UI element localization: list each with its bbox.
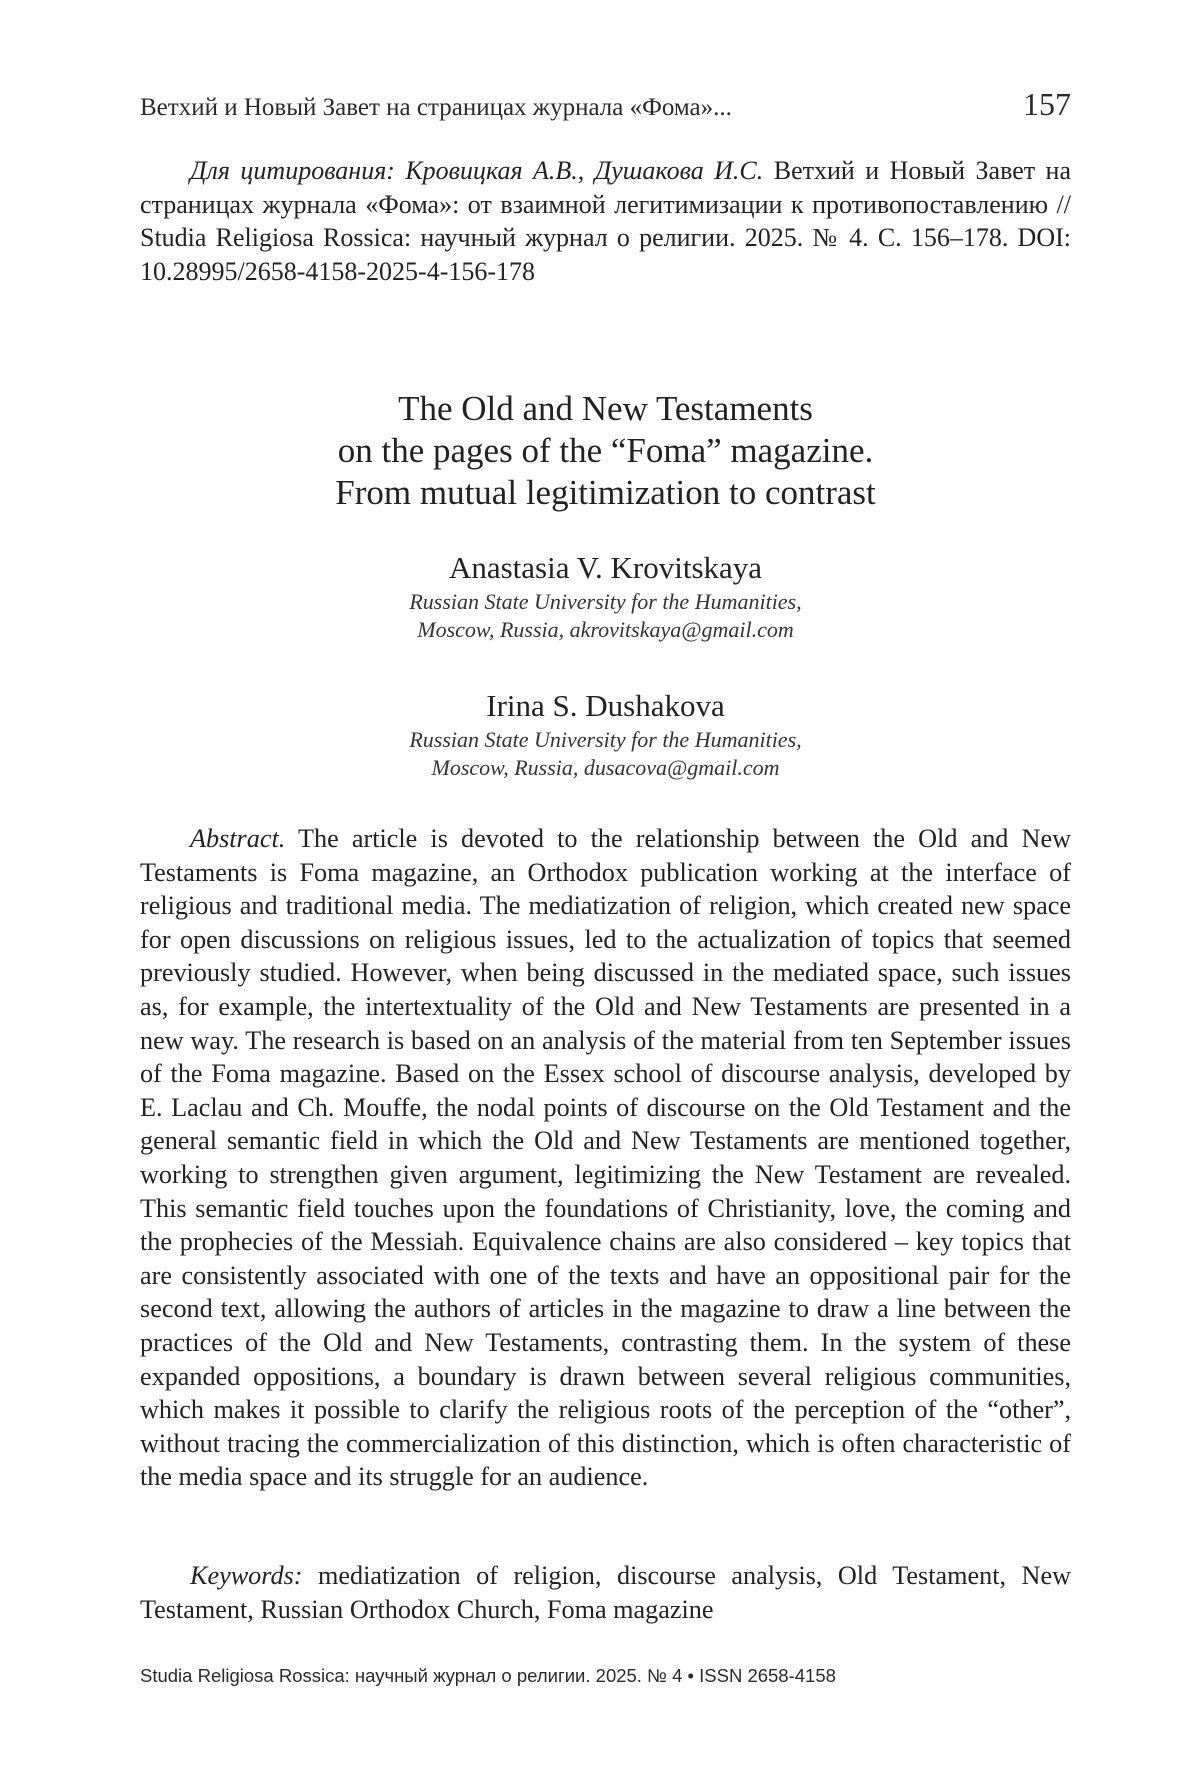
keywords — [140, 1559, 1071, 1626]
page-number: 157 — [1023, 86, 1071, 122]
keywords-label: Keywords: — [190, 1561, 303, 1590]
title-line-1: The Old and New Testaments — [398, 389, 813, 428]
author-affiliation-line-1: Russian State University for the Humanities, — [409, 589, 802, 614]
author-name: Irina S. Dushakova — [486, 688, 725, 723]
citation-label: Для цитирования: Кровицкая А.В., Душакова И.С. — [190, 156, 764, 185]
author-name: Anastasia V. Krovitskaya — [448, 550, 763, 585]
page-footer: Studia Religiosa Rossica: научный журнал о религии. 2025. № 4 • ISSN 2658-4158 — [140, 1665, 836, 1686]
title-line-3: From mutual legitimization to contrast — [335, 473, 876, 512]
keywords-text: mediatization of religion, discourse analysis, Old Testament, New Testament, Russian Orthodox Church, Foma magazine — [140, 1561, 1071, 1624]
article-title — [140, 388, 1071, 514]
abstract — [140, 822, 1071, 1494]
author-affiliation-line-1: Russian State University for the Humanities, — [409, 727, 802, 752]
author-affiliation-line-2: Moscow, Russia, dusacova@gmail.com — [431, 755, 780, 780]
citation-block — [140, 154, 1071, 288]
author-block — [140, 686, 1071, 782]
abstract-text: The article is devoted to the relationship between the Old and New Testaments is Foma magazine, an Orthodox publication working at the interface of religious and traditional media. The mediatization of religion, which created new space for open discussions on religious issues, led to the actualization of topics that seemed previously studied. However, when being discussed in the mediated space, such issues as, for example, the intertextuality of the Old and New Testaments are presented in a new way. The research is based on an analysis of the material from ten September issues of the Foma magazine. Based on the Essex school of discourse analysis, developed by E. Laclau and Ch. Mouffe, the nodal points of discourse on the Old Testament and the general semantic field in which the Old and New Testaments are mentioned together, working to strengthen given argument, legitimizing the New Testament are revealed. This semantic field touches upon the foundations of Christianity, love, the coming and the prophecies of the Messiah. Equivalence chains are also considered – key topics that are consistently associated with one of the texts and have an oppositional pair for the second text, allowing the authors of articles in the magazine to draw a line between the practices of the Old and New Testaments, contrasting them. In the system of these expanded oppositions, a boundary is drawn between several religious communities, which makes it possible to clarify the religious roots of the perception of the “other”, without tracing the commercialization of this distinction, which is often characteristic of the media space and its struggle for an audience. — [140, 824, 1071, 1492]
running-head — [140, 86, 1071, 126]
abstract-label: Abstract. — [190, 824, 286, 853]
author-affiliation-line-2: Moscow, Russia, akrovitskaya@gmail.com — [417, 617, 794, 642]
author-block — [140, 548, 1071, 644]
title-line-2: on the pages of the “Foma” magazine. — [337, 431, 874, 470]
running-head-title: Ветхий и Новый Завет на страницах журнала «Фома»... — [140, 94, 732, 121]
citation-text: Ветхий и Новый Завет на страницах журнала «Фома»: от взаимной легитимизации к противопоставлению // Studia Religiosa Rossica: научный журнал о религии. 2025. № 4. С. 156–178. DOI: 10.28995/2658-4158-2025-4-156-178 — [140, 156, 1072, 286]
